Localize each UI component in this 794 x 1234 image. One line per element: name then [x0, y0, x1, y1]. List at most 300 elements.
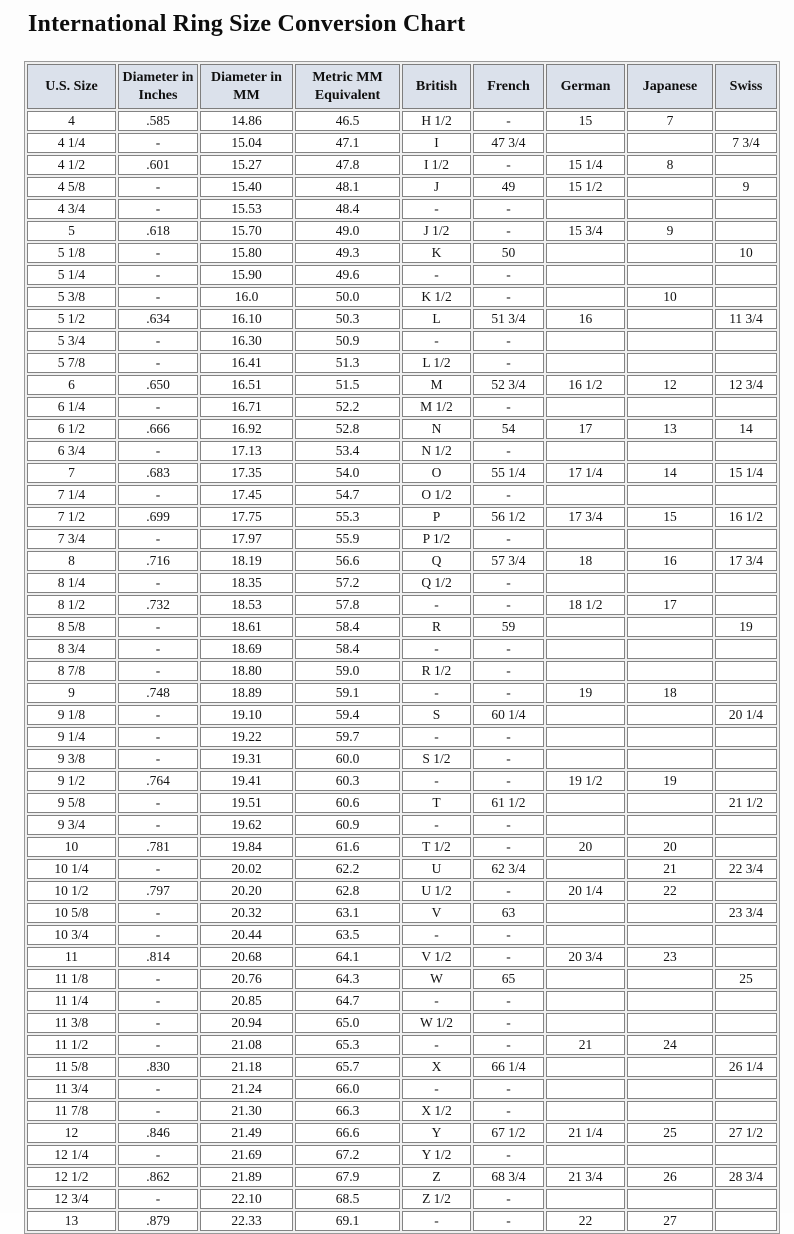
cell-german: 21	[546, 1035, 625, 1055]
cell-swiss	[715, 1189, 777, 1209]
cell-swiss	[715, 199, 777, 219]
cell-diameter-inches: -	[118, 661, 198, 681]
cell-metric-mm: 64.7	[295, 991, 400, 1011]
cell-japanese	[627, 617, 713, 637]
table-row	[27, 1123, 777, 1143]
cell-metric-mm: 60.3	[295, 771, 400, 791]
cell-swiss: 11 3/4	[715, 309, 777, 329]
cell-diameter-inches: .846	[118, 1123, 198, 1143]
cell-us-size: 8 5/8	[27, 617, 116, 637]
cell-german: 17 1/4	[546, 463, 625, 483]
cell-german	[546, 573, 625, 593]
cell-swiss	[715, 595, 777, 615]
cell-british: J	[402, 177, 471, 197]
page-title: International Ring Size Conversion Chart	[28, 11, 466, 37]
cell-japanese	[627, 793, 713, 813]
cell-japanese	[627, 727, 713, 747]
cell-british: Y 1/2	[402, 1145, 471, 1165]
cell-diameter-inches: -	[118, 1079, 198, 1099]
cell-german: 15 3/4	[546, 221, 625, 241]
cell-japanese: 22	[627, 881, 713, 901]
cell-british: U 1/2	[402, 881, 471, 901]
cell-british: -	[402, 683, 471, 703]
table-row	[27, 705, 777, 725]
cell-metric-mm: 55.9	[295, 529, 400, 549]
cell-french: -	[473, 441, 544, 461]
cell-french: -	[473, 639, 544, 659]
cell-japanese	[627, 1189, 713, 1209]
cell-diameter-mm: 21.89	[200, 1167, 293, 1187]
cell-us-size: 6 3/4	[27, 441, 116, 461]
table-row	[27, 815, 777, 835]
cell-british: X 1/2	[402, 1101, 471, 1121]
cell-japanese: 23	[627, 947, 713, 967]
cell-diameter-inches: -	[118, 133, 198, 153]
cell-metric-mm: 53.4	[295, 441, 400, 461]
cell-diameter-inches: .830	[118, 1057, 198, 1077]
cell-metric-mm: 58.4	[295, 617, 400, 637]
cell-japanese: 15	[627, 507, 713, 527]
cell-french: 57 3/4	[473, 551, 544, 571]
cell-us-size: 11 5/8	[27, 1057, 116, 1077]
cell-british: O	[402, 463, 471, 483]
cell-us-size: 8 1/2	[27, 595, 116, 615]
cell-metric-mm: 66.0	[295, 1079, 400, 1099]
cell-japanese	[627, 991, 713, 1011]
cell-swiss	[715, 1013, 777, 1033]
cell-swiss: 25	[715, 969, 777, 989]
cell-diameter-inches: .797	[118, 881, 198, 901]
cell-german	[546, 815, 625, 835]
cell-french: -	[473, 815, 544, 835]
cell-japanese	[627, 1101, 713, 1121]
cell-diameter-mm: 16.0	[200, 287, 293, 307]
cell-diameter-inches: -	[118, 815, 198, 835]
cell-german	[546, 617, 625, 637]
cell-diameter-mm: 20.85	[200, 991, 293, 1011]
cell-french: 65	[473, 969, 544, 989]
cell-metric-mm: 48.1	[295, 177, 400, 197]
cell-swiss: 19	[715, 617, 777, 637]
cell-diameter-mm: 18.80	[200, 661, 293, 681]
cell-swiss: 26 1/4	[715, 1057, 777, 1077]
cell-french: -	[473, 991, 544, 1011]
cell-diameter-mm: 15.04	[200, 133, 293, 153]
cell-us-size: 5	[27, 221, 116, 241]
cell-french: -	[473, 683, 544, 703]
cell-us-size: 5 7/8	[27, 353, 116, 373]
cell-french: -	[473, 265, 544, 285]
cell-japanese: 14	[627, 463, 713, 483]
cell-diameter-mm: 20.32	[200, 903, 293, 923]
cell-us-size: 8 3/4	[27, 639, 116, 659]
cell-diameter-mm: 19.41	[200, 771, 293, 791]
cell-german	[546, 661, 625, 681]
cell-us-size: 11 1/8	[27, 969, 116, 989]
cell-diameter-mm: 19.22	[200, 727, 293, 747]
cell-german: 18 1/2	[546, 595, 625, 615]
table-row	[27, 837, 777, 857]
cell-diameter-inches: -	[118, 287, 198, 307]
cell-diameter-inches: -	[118, 529, 198, 549]
cell-british: X	[402, 1057, 471, 1077]
table-row	[27, 1189, 777, 1209]
table-row	[27, 1211, 777, 1231]
cell-diameter-inches: -	[118, 793, 198, 813]
cell-british: T 1/2	[402, 837, 471, 857]
cell-german: 15 1/4	[546, 155, 625, 175]
cell-diameter-mm: 17.97	[200, 529, 293, 549]
cell-german	[546, 1145, 625, 1165]
cell-french: 47 3/4	[473, 133, 544, 153]
cell-british: P	[402, 507, 471, 527]
cell-diameter-inches: -	[118, 573, 198, 593]
cell-german: 19	[546, 683, 625, 703]
cell-metric-mm: 47.1	[295, 133, 400, 153]
cell-german: 15	[546, 111, 625, 131]
cell-diameter-mm: 20.94	[200, 1013, 293, 1033]
cell-diameter-mm: 21.69	[200, 1145, 293, 1165]
cell-british: L 1/2	[402, 353, 471, 373]
cell-metric-mm: 64.3	[295, 969, 400, 989]
table-row	[27, 177, 777, 197]
cell-diameter-mm: 19.10	[200, 705, 293, 725]
cell-british: P 1/2	[402, 529, 471, 549]
cell-japanese	[627, 815, 713, 835]
column-header-metric-mm: Metric MM Equivalent	[295, 64, 400, 109]
cell-british: K	[402, 243, 471, 263]
cell-swiss	[715, 287, 777, 307]
cell-british: -	[402, 815, 471, 835]
cell-french: -	[473, 595, 544, 615]
cell-diameter-inches: -	[118, 705, 198, 725]
cell-japanese	[627, 1013, 713, 1033]
cell-french: -	[473, 573, 544, 593]
cell-us-size: 12	[27, 1123, 116, 1143]
cell-german	[546, 265, 625, 285]
cell-japanese: 17	[627, 595, 713, 615]
cell-diameter-inches: .585	[118, 111, 198, 131]
cell-metric-mm: 69.1	[295, 1211, 400, 1231]
cell-us-size: 7 1/2	[27, 507, 116, 527]
cell-french: -	[473, 1189, 544, 1209]
cell-french: 60 1/4	[473, 705, 544, 725]
cell-us-size: 4 3/4	[27, 199, 116, 219]
table-row	[27, 1035, 777, 1055]
cell-diameter-inches: -	[118, 991, 198, 1011]
cell-metric-mm: 50.3	[295, 309, 400, 329]
cell-us-size: 12 1/4	[27, 1145, 116, 1165]
cell-metric-mm: 56.6	[295, 551, 400, 571]
cell-diameter-mm: 17.75	[200, 507, 293, 527]
column-header-french: French	[473, 64, 544, 109]
cell-french: 52 3/4	[473, 375, 544, 395]
cell-diameter-mm: 18.19	[200, 551, 293, 571]
cell-diameter-mm: 19.51	[200, 793, 293, 813]
cell-swiss	[715, 925, 777, 945]
table-row	[27, 881, 777, 901]
cell-diameter-inches: -	[118, 1189, 198, 1209]
cell-british: I	[402, 133, 471, 153]
cell-japanese	[627, 639, 713, 659]
cell-swiss: 17 3/4	[715, 551, 777, 571]
cell-japanese	[627, 661, 713, 681]
cell-british: -	[402, 1211, 471, 1231]
table-row	[27, 265, 777, 285]
cell-french: -	[473, 727, 544, 747]
cell-german: 15 1/2	[546, 177, 625, 197]
table-row	[27, 507, 777, 527]
cell-diameter-inches: -	[118, 485, 198, 505]
cell-german: 16	[546, 309, 625, 329]
table-row	[27, 617, 777, 637]
cell-metric-mm: 60.6	[295, 793, 400, 813]
cell-french: -	[473, 881, 544, 901]
table-row	[27, 969, 777, 989]
cell-german	[546, 485, 625, 505]
cell-german: 21 3/4	[546, 1167, 625, 1187]
cell-diameter-inches: -	[118, 265, 198, 285]
cell-diameter-inches: .862	[118, 1167, 198, 1187]
cell-japanese: 27	[627, 1211, 713, 1231]
cell-german	[546, 705, 625, 725]
cell-french: 68 3/4	[473, 1167, 544, 1187]
table-row	[27, 595, 777, 615]
cell-metric-mm: 47.8	[295, 155, 400, 175]
cell-french: -	[473, 287, 544, 307]
cell-british: N 1/2	[402, 441, 471, 461]
cell-japanese: 12	[627, 375, 713, 395]
cell-japanese: 7	[627, 111, 713, 131]
cell-swiss	[715, 397, 777, 417]
cell-japanese	[627, 1079, 713, 1099]
cell-diameter-inches: -	[118, 1013, 198, 1033]
cell-diameter-inches: .618	[118, 221, 198, 241]
table-row	[27, 639, 777, 659]
cell-us-size: 8	[27, 551, 116, 571]
cell-metric-mm: 50.9	[295, 331, 400, 351]
cell-swiss	[715, 265, 777, 285]
cell-swiss: 28 3/4	[715, 1167, 777, 1187]
cell-german	[546, 639, 625, 659]
cell-british: M	[402, 375, 471, 395]
cell-metric-mm: 49.6	[295, 265, 400, 285]
cell-british: I 1/2	[402, 155, 471, 175]
cell-us-size: 11	[27, 947, 116, 967]
cell-japanese	[627, 441, 713, 461]
cell-french: -	[473, 397, 544, 417]
cell-diameter-mm: 17.45	[200, 485, 293, 505]
cell-british: Q	[402, 551, 471, 571]
cell-us-size: 9 1/2	[27, 771, 116, 791]
cell-swiss: 22 3/4	[715, 859, 777, 879]
cell-british: -	[402, 265, 471, 285]
cell-british: -	[402, 771, 471, 791]
cell-british: S	[402, 705, 471, 725]
cell-diameter-mm: 16.41	[200, 353, 293, 373]
column-header-diameter-inches: Diameter in Inches	[118, 64, 198, 109]
cell-british: Z 1/2	[402, 1189, 471, 1209]
table-row	[27, 375, 777, 395]
cell-japanese	[627, 133, 713, 153]
cell-british: W 1/2	[402, 1013, 471, 1033]
cell-diameter-mm: 18.53	[200, 595, 293, 615]
cell-metric-mm: 58.4	[295, 639, 400, 659]
cell-swiss	[715, 1211, 777, 1231]
cell-diameter-mm: 15.70	[200, 221, 293, 241]
cell-french: -	[473, 529, 544, 549]
cell-diameter-mm: 20.02	[200, 859, 293, 879]
cell-us-size: 9 1/4	[27, 727, 116, 747]
cell-british: T	[402, 793, 471, 813]
cell-british: L	[402, 309, 471, 329]
cell-french: -	[473, 1079, 544, 1099]
cell-british: H 1/2	[402, 111, 471, 131]
cell-metric-mm: 48.4	[295, 199, 400, 219]
cell-british: -	[402, 639, 471, 659]
cell-us-size: 9 3/8	[27, 749, 116, 769]
cell-us-size: 5 3/4	[27, 331, 116, 351]
cell-swiss: 10	[715, 243, 777, 263]
cell-us-size: 5 1/4	[27, 265, 116, 285]
cell-metric-mm: 51.3	[295, 353, 400, 373]
cell-diameter-mm: 15.40	[200, 177, 293, 197]
cell-japanese	[627, 265, 713, 285]
cell-metric-mm: 59.1	[295, 683, 400, 703]
cell-diameter-inches: .764	[118, 771, 198, 791]
cell-japanese: 9	[627, 221, 713, 241]
cell-metric-mm: 50.0	[295, 287, 400, 307]
cell-german: 20 3/4	[546, 947, 625, 967]
cell-us-size: 6 1/4	[27, 397, 116, 417]
cell-german	[546, 727, 625, 747]
table-row	[27, 441, 777, 461]
table-row	[27, 331, 777, 351]
table-header	[27, 64, 777, 109]
cell-diameter-mm: 20.44	[200, 925, 293, 945]
cell-japanese: 8	[627, 155, 713, 175]
cell-diameter-inches: -	[118, 199, 198, 219]
cell-british: V 1/2	[402, 947, 471, 967]
cell-diameter-mm: 21.49	[200, 1123, 293, 1143]
cell-swiss	[715, 771, 777, 791]
cell-diameter-mm: 14.86	[200, 111, 293, 131]
cell-metric-mm: 55.3	[295, 507, 400, 527]
cell-metric-mm: 49.0	[295, 221, 400, 241]
cell-diameter-inches: -	[118, 1035, 198, 1055]
cell-swiss	[715, 947, 777, 967]
cell-swiss: 20 1/4	[715, 705, 777, 725]
cell-swiss	[715, 881, 777, 901]
cell-diameter-mm: 18.69	[200, 639, 293, 659]
cell-us-size: 7 1/4	[27, 485, 116, 505]
cell-metric-mm: 65.3	[295, 1035, 400, 1055]
cell-german	[546, 287, 625, 307]
cell-british: W	[402, 969, 471, 989]
cell-diameter-mm: 21.24	[200, 1079, 293, 1099]
table-row	[27, 771, 777, 791]
cell-us-size: 7 3/4	[27, 529, 116, 549]
cell-japanese: 20	[627, 837, 713, 857]
cell-british: Y	[402, 1123, 471, 1143]
table-row	[27, 309, 777, 329]
cell-metric-mm: 67.2	[295, 1145, 400, 1165]
cell-us-size: 6	[27, 375, 116, 395]
cell-metric-mm: 64.1	[295, 947, 400, 967]
cell-us-size: 8 1/4	[27, 573, 116, 593]
cell-metric-mm: 62.2	[295, 859, 400, 879]
cell-diameter-mm: 18.61	[200, 617, 293, 637]
cell-french: -	[473, 221, 544, 241]
cell-us-size: 5 3/8	[27, 287, 116, 307]
header-row	[27, 64, 777, 109]
cell-german	[546, 991, 625, 1011]
cell-diameter-inches: .650	[118, 375, 198, 395]
cell-diameter-mm: 16.30	[200, 331, 293, 351]
cell-diameter-mm: 18.89	[200, 683, 293, 703]
cell-metric-mm: 67.9	[295, 1167, 400, 1187]
cell-us-size: 9 5/8	[27, 793, 116, 813]
cell-swiss: 7 3/4	[715, 133, 777, 153]
cell-japanese	[627, 177, 713, 197]
cell-diameter-mm: 15.53	[200, 199, 293, 219]
cell-diameter-inches: .699	[118, 507, 198, 527]
table-row	[27, 1013, 777, 1033]
cell-german	[546, 903, 625, 923]
cell-french: -	[473, 199, 544, 219]
cell-us-size: 4 5/8	[27, 177, 116, 197]
cell-german: 18	[546, 551, 625, 571]
cell-swiss: 14	[715, 419, 777, 439]
cell-japanese	[627, 331, 713, 351]
cell-metric-mm: 54.7	[295, 485, 400, 505]
cell-japanese: 21	[627, 859, 713, 879]
cell-diameter-inches: .748	[118, 683, 198, 703]
cell-swiss	[715, 529, 777, 549]
cell-us-size: 9 1/8	[27, 705, 116, 725]
cell-us-size: 4 1/2	[27, 155, 116, 175]
cell-diameter-inches: .634	[118, 309, 198, 329]
table-row	[27, 573, 777, 593]
table-row	[27, 463, 777, 483]
column-header-diameter-mm: Diameter in MM	[200, 64, 293, 109]
cell-us-size: 11 3/4	[27, 1079, 116, 1099]
cell-french: -	[473, 155, 544, 175]
cell-french: 59	[473, 617, 544, 637]
cell-british: U	[402, 859, 471, 879]
cell-diameter-inches: -	[118, 397, 198, 417]
cell-japanese: 10	[627, 287, 713, 307]
cell-british: Q 1/2	[402, 573, 471, 593]
cell-japanese: 13	[627, 419, 713, 439]
cell-metric-mm: 65.0	[295, 1013, 400, 1033]
cell-japanese	[627, 705, 713, 725]
table-row	[27, 397, 777, 417]
cell-us-size: 11 1/2	[27, 1035, 116, 1055]
table-row	[27, 683, 777, 703]
cell-metric-mm: 66.6	[295, 1123, 400, 1143]
cell-german: 17 3/4	[546, 507, 625, 527]
cell-diameter-mm: 18.35	[200, 573, 293, 593]
cell-japanese	[627, 925, 713, 945]
cell-diameter-inches: -	[118, 353, 198, 373]
cell-diameter-mm: 20.20	[200, 881, 293, 901]
cell-metric-mm: 54.0	[295, 463, 400, 483]
cell-swiss: 21 1/2	[715, 793, 777, 813]
table-body	[27, 111, 777, 1231]
cell-german	[546, 749, 625, 769]
table-row	[27, 243, 777, 263]
